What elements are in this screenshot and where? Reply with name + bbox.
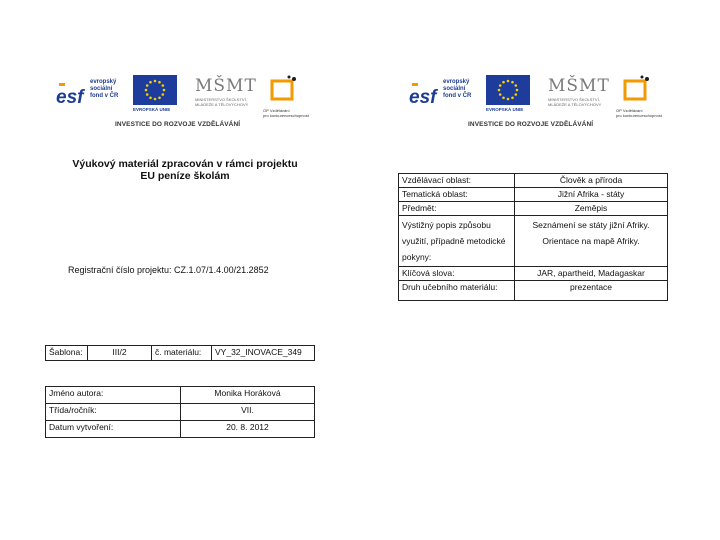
eu-flag-icon [133, 75, 177, 105]
sablona-value: III/2 [88, 346, 152, 361]
eu-caption: EVROPSKÁ UNIE [486, 107, 524, 112]
esf-caption-line: fond v ČR [443, 93, 472, 99]
msmt-logo [195, 75, 257, 117]
table-row [46, 404, 315, 421]
info-value: Seznámení se státy jižní Afriky. Orientace na mapě Afriky. [515, 216, 668, 267]
class-label: Třída/ročník: [46, 404, 181, 421]
op-logo [263, 75, 319, 117]
sablona-label: Šablona: [46, 346, 88, 361]
date-value: 20. 8. 2012 [181, 421, 315, 438]
table-row [399, 267, 668, 281]
material-label: č. materiálu: [152, 346, 212, 361]
document-title [60, 158, 310, 182]
info-label: Vzdělávací oblast: [399, 174, 515, 188]
date-label: Datum vytvoření: [46, 421, 181, 438]
esf-caption-line: sociální [443, 86, 466, 92]
eu-logo [133, 75, 181, 117]
esf-icon [55, 77, 89, 111]
document-title-line: EU peníze školám [140, 170, 230, 182]
info-label: Výstižný popis způsobu využití, případně metodické pokyny: [399, 216, 515, 267]
esf-logo [55, 75, 125, 117]
msmt-caption-line: MLÁDEŽE A TĚLOVÝCHOVY [548, 102, 602, 107]
msmt-caption-line: MINISTERSTVO ŠKOLSTVÍ, [548, 97, 600, 102]
info-value: prezentace [515, 281, 668, 301]
esf-caption-line: evropský [443, 79, 470, 85]
template-table [45, 345, 315, 361]
table-row [399, 281, 668, 301]
esf-wordmark: esf [409, 87, 437, 108]
info-value: Jižní Afrika - státy [515, 188, 668, 202]
table-row [399, 174, 668, 188]
info-label: Tematická oblast: [399, 188, 515, 202]
esf-caption-line: evropský [90, 79, 117, 85]
esf-caption [443, 79, 471, 100]
op-vk-icon [268, 75, 298, 103]
table-row [46, 387, 315, 404]
info-value: JAR, apartheid, Madagaskar [515, 267, 668, 281]
table-row [46, 421, 315, 438]
info-label: Druh učebního materiálu: [399, 281, 515, 301]
info-label: Předmět: [399, 202, 515, 216]
msmt-logo [548, 75, 610, 117]
author-table [45, 386, 315, 438]
eu-caption: EVROPSKÁ UNIE [133, 107, 171, 112]
class-value: VII. [181, 404, 315, 421]
esf-caption [90, 79, 118, 100]
info-label: Klíčová slova: [399, 267, 515, 281]
info-value: Člověk a příroda [515, 174, 668, 188]
material-value: VY_32_INOVACE_349 [212, 346, 315, 361]
msmt-mark: MŠMT [195, 76, 257, 96]
msmt-mark: MŠMT [548, 76, 610, 96]
eu-flag-icon [486, 75, 530, 105]
info-value: Zeměpis [515, 202, 668, 216]
table-row [399, 202, 668, 216]
document-title-line: Výukový materiál zpracován v rámci projektu [72, 158, 298, 170]
esf-logo [408, 75, 478, 117]
esf-caption-line: fond v ČR [90, 93, 119, 99]
msmt-caption-line: MINISTERSTVO ŠKOLSTVÍ, [195, 97, 247, 102]
op-caption-line: OP Vzdělávání [616, 108, 643, 113]
table-row [46, 346, 315, 361]
investment-slogan: INVESTICE DO ROZVOJE VZDĚLÁVÁNÍ [115, 121, 241, 128]
op-caption-line: OP Vzdělávání [263, 108, 290, 113]
author-label: Jméno autora: [46, 387, 181, 404]
eu-logo [486, 75, 534, 117]
registration-number: Registrační číslo projektu: CZ.1.07/1.4.00/21.2852 [68, 265, 269, 275]
author-value: Monika Horáková [181, 387, 315, 404]
table-row [399, 216, 668, 267]
esf-wordmark: esf [56, 87, 84, 108]
op-caption-line: pro konkurenceschopnost [263, 113, 309, 118]
logo-strip-left [55, 75, 315, 128]
msmt-caption-line: MLÁDEŽE A TĚLOVÝCHOVY [195, 102, 249, 107]
investment-slogan: INVESTICE DO ROZVOJE VZDĚLÁVÁNÍ [468, 121, 594, 128]
esf-caption-line: sociální [90, 86, 113, 92]
info-table [398, 173, 668, 301]
table-row [399, 188, 668, 202]
op-caption-line: pro konkurenceschopnost [616, 113, 662, 118]
logo-strip-right [408, 75, 668, 128]
op-vk-icon [621, 75, 651, 103]
esf-icon [408, 77, 442, 111]
op-logo [616, 75, 672, 117]
